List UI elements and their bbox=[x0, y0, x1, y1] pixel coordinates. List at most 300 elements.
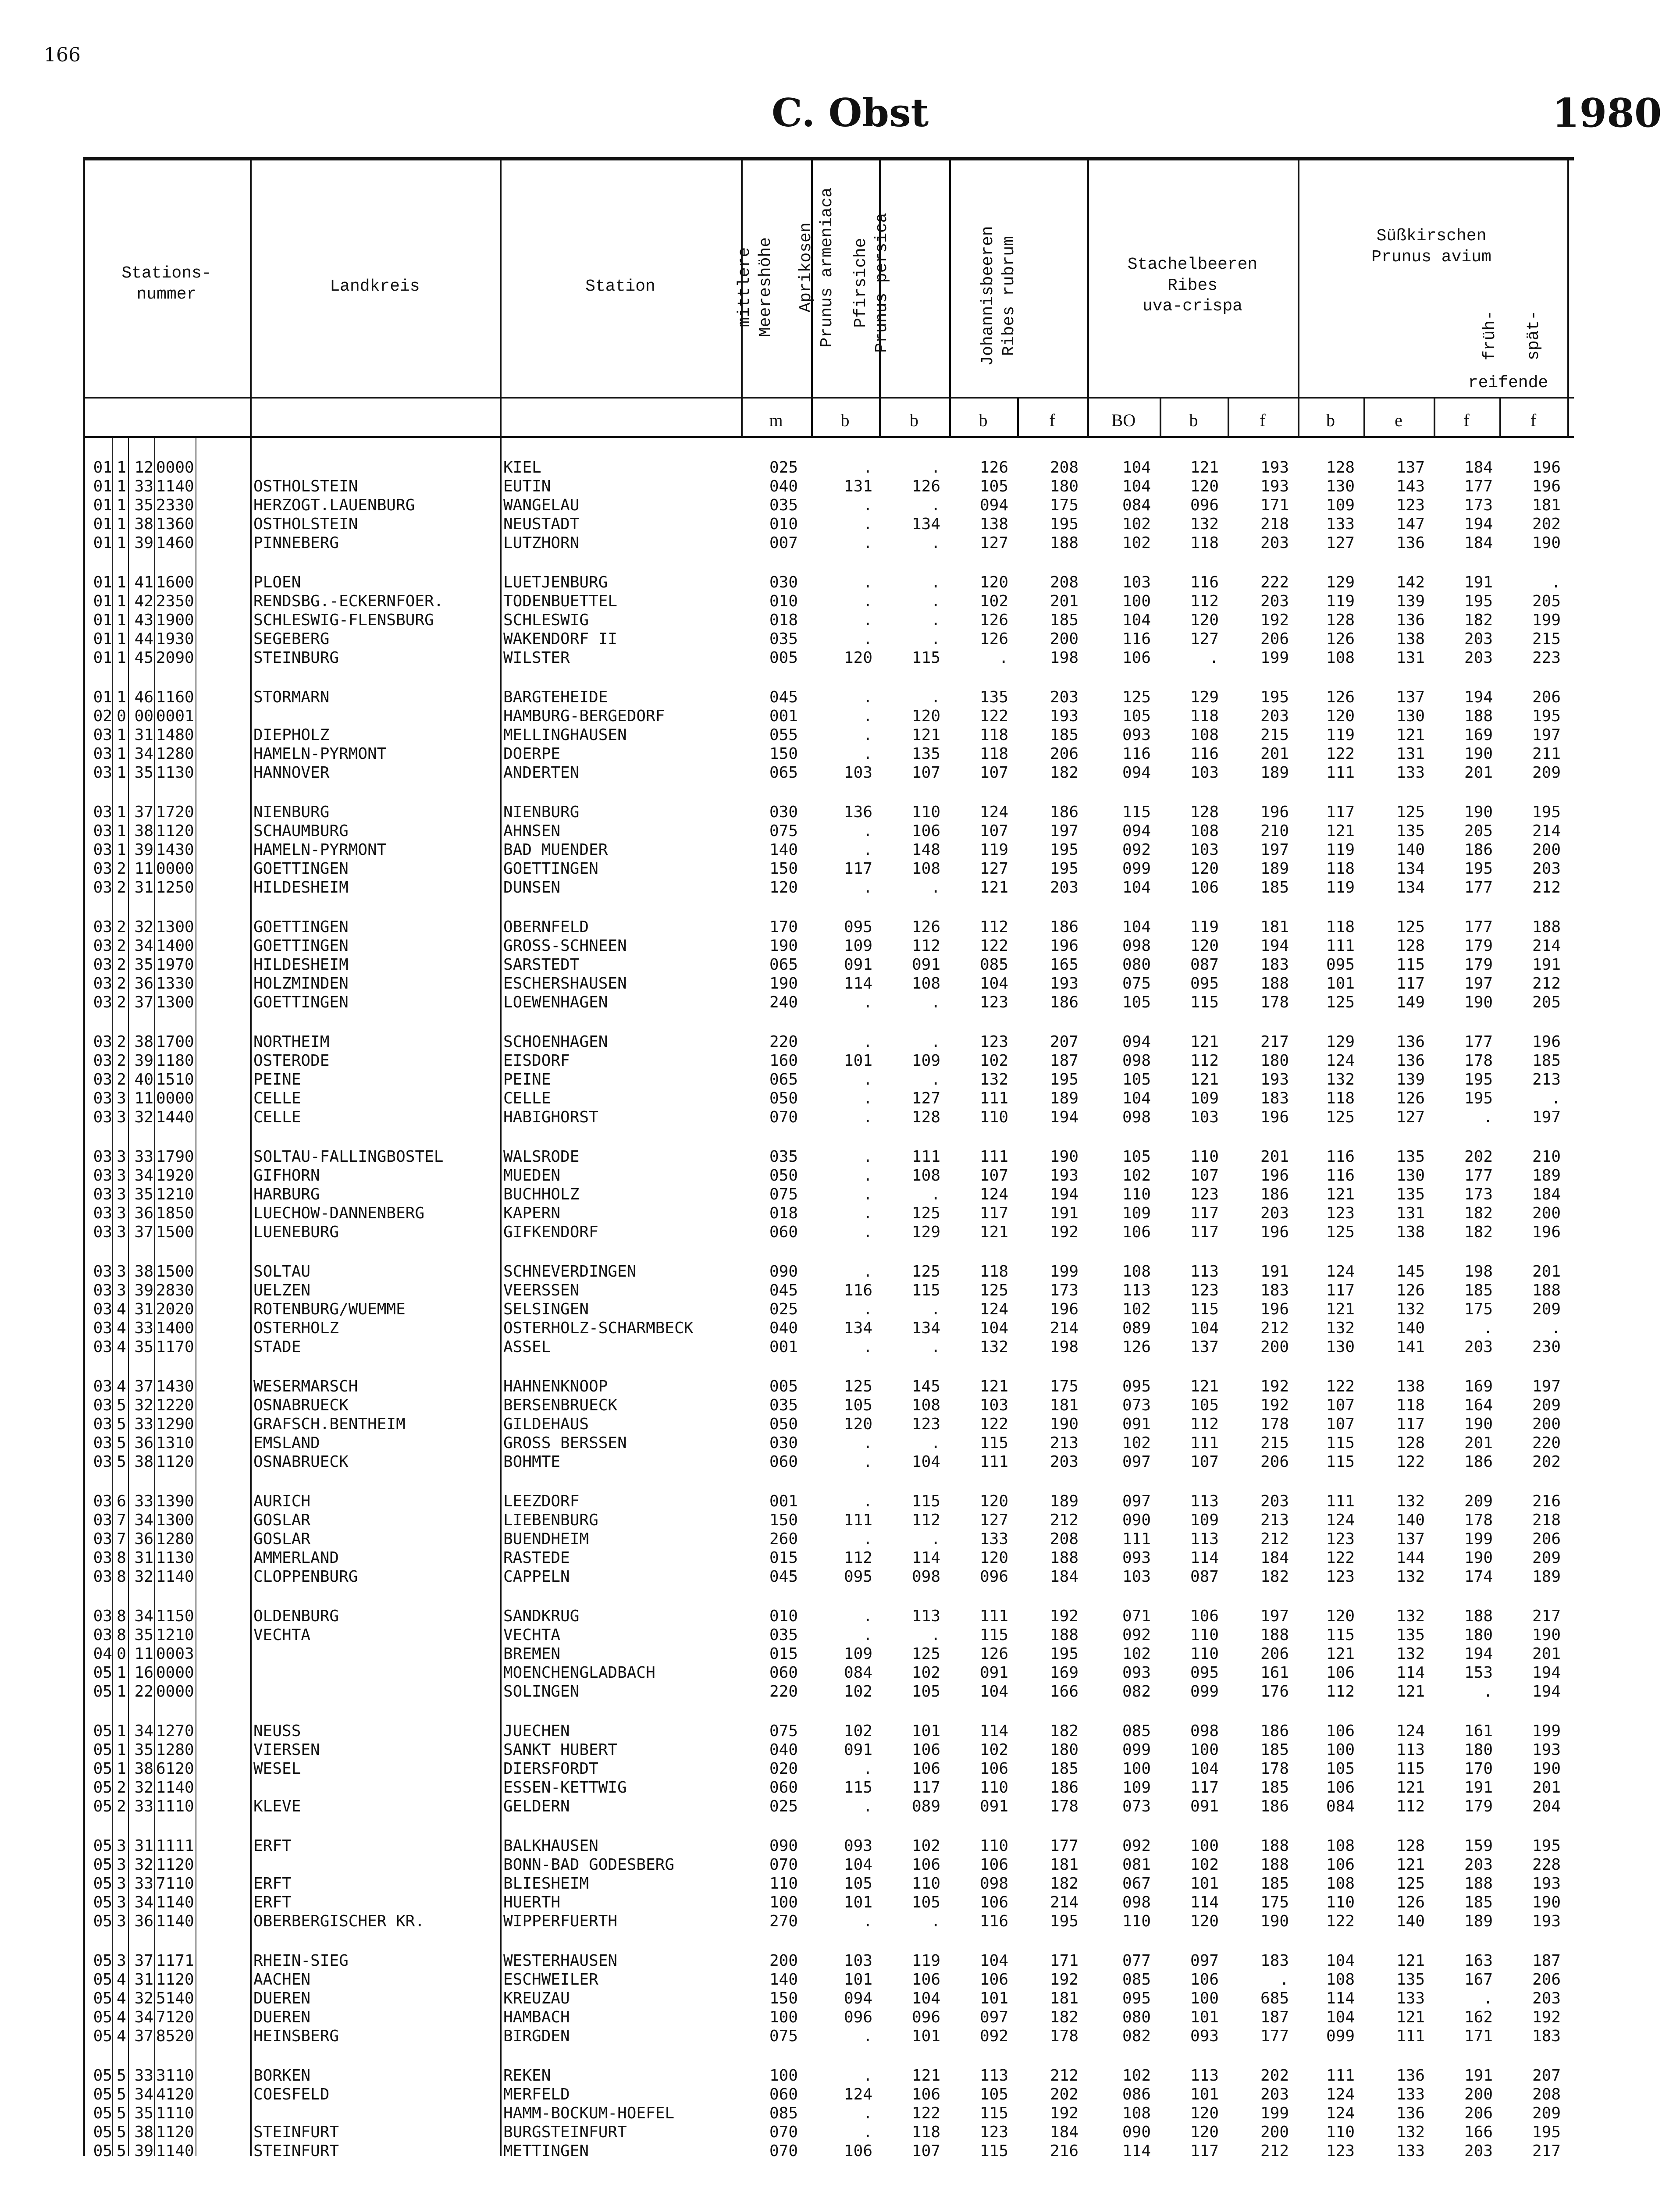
table-cell: 134 bbox=[1396, 879, 1425, 897]
table-row bbox=[79, 1434, 1570, 1452]
table-cell: 33 bbox=[134, 1319, 153, 1337]
table-cell: 094 bbox=[844, 1989, 872, 2007]
table-cell: 0 bbox=[117, 707, 126, 725]
table-cell: 203 bbox=[1260, 2085, 1289, 2103]
table-cell: 134 bbox=[911, 1319, 940, 1337]
table-cell: WAKENDORF II bbox=[503, 630, 618, 648]
table-row bbox=[79, 859, 1570, 878]
table-cell: 126 bbox=[979, 1645, 1008, 1663]
table-cell: 03 bbox=[93, 841, 112, 859]
table-cell: . bbox=[863, 707, 872, 725]
table-row bbox=[79, 1548, 1570, 1567]
table-cell: 228 bbox=[1532, 1856, 1561, 1874]
table-cell: 148 bbox=[911, 841, 940, 859]
table-cell: 195 bbox=[1464, 592, 1493, 610]
table-cell: 192 bbox=[1260, 1396, 1289, 1414]
table-cell: 182 bbox=[1050, 1722, 1078, 1740]
table-cell: 132 bbox=[1326, 1319, 1355, 1337]
unit-cell: b bbox=[979, 410, 988, 430]
table-cell: 03 bbox=[93, 1626, 112, 1644]
table-cell: 214 bbox=[1050, 1319, 1078, 1337]
table-cell: 180 bbox=[1050, 477, 1078, 495]
table-cell: 190 bbox=[1260, 1912, 1289, 1930]
table-cell: 4 bbox=[117, 1300, 126, 1318]
table-cell: 03 bbox=[93, 764, 112, 782]
table-cell: 33 bbox=[134, 1797, 153, 1815]
table-cell: 3 bbox=[117, 1952, 126, 1970]
table-cell: 118 bbox=[1326, 860, 1355, 878]
table-cell: 117 bbox=[911, 1779, 940, 1797]
table-cell: 091 bbox=[911, 956, 940, 974]
table-cell: 190 bbox=[1464, 1549, 1493, 1567]
table-cell: 2 bbox=[117, 1071, 126, 1089]
table-cell: 104 bbox=[1122, 879, 1151, 897]
table-cell: 186 bbox=[1464, 1453, 1493, 1471]
table-cell: 1120 bbox=[156, 1971, 194, 1989]
table-cell: . bbox=[931, 1434, 940, 1452]
table-cell: 112 bbox=[911, 1511, 940, 1529]
table-cell: 206 bbox=[1260, 1453, 1289, 1471]
table-cell: 31 bbox=[134, 1300, 153, 1318]
table-cell: 0000 bbox=[156, 459, 194, 477]
table-cell: 128 bbox=[1396, 1837, 1425, 1855]
header-station: Station bbox=[585, 277, 655, 296]
table-cell: STADE bbox=[253, 1338, 301, 1356]
table-row bbox=[79, 1319, 1570, 1338]
table-cell: 1171 bbox=[156, 1952, 194, 1970]
table-cell: 0000 bbox=[156, 1683, 194, 1701]
table-cell: 181 bbox=[1050, 1396, 1078, 1414]
table-cell: 185 bbox=[1050, 726, 1078, 744]
table-cell: 123 bbox=[1326, 2142, 1355, 2160]
table-cell: NIENBURG bbox=[503, 803, 580, 821]
table-cell: 183 bbox=[1532, 2027, 1561, 2045]
table-cell: 125 bbox=[1396, 1875, 1425, 1893]
table-cell: 197 bbox=[1532, 1377, 1561, 1395]
table-cell: 094 bbox=[1122, 764, 1151, 782]
table-cell: 39 bbox=[134, 534, 153, 552]
table-cell: 121 bbox=[979, 879, 1008, 897]
table-cell: 097 bbox=[1190, 1952, 1219, 1970]
table-cell: 2090 bbox=[156, 649, 194, 667]
table-row bbox=[79, 611, 1570, 630]
table-cell: 126 bbox=[1326, 630, 1355, 648]
table-cell: 094 bbox=[1122, 1033, 1151, 1051]
table-cell: 188 bbox=[1260, 1856, 1289, 1874]
table-cell: NIENBURG bbox=[253, 803, 330, 821]
table-cell: . bbox=[863, 1204, 872, 1222]
table-cell: 001 bbox=[769, 1492, 798, 1510]
table-cell: 075 bbox=[769, 1185, 798, 1203]
table-cell: 4120 bbox=[156, 2085, 194, 2103]
table-cell: 098 bbox=[1190, 1722, 1219, 1740]
table-cell: . bbox=[1209, 649, 1219, 667]
table-row bbox=[79, 2027, 1570, 2046]
table-cell: 102 bbox=[979, 592, 1008, 610]
table-row bbox=[79, 592, 1570, 611]
table-cell: 055 bbox=[769, 726, 798, 744]
table-cell: 015 bbox=[769, 1645, 798, 1663]
table-cell: 203 bbox=[1050, 879, 1078, 897]
table-cell: 33 bbox=[134, 1492, 153, 1510]
table-cell: 1120 bbox=[156, 1856, 194, 1874]
table-cell: 113 bbox=[911, 1607, 940, 1625]
table-cell: 162 bbox=[1464, 2008, 1493, 2026]
table-cell: SCHAUMBURG bbox=[253, 822, 349, 840]
table-cell: 180 bbox=[1260, 1052, 1289, 1070]
table-cell: 194 bbox=[1532, 1683, 1561, 1701]
table-row bbox=[79, 1452, 1570, 1471]
table-cell: 106 bbox=[844, 2142, 872, 2160]
table-cell: 139 bbox=[1396, 1071, 1425, 1089]
table-cell: 1330 bbox=[156, 975, 194, 993]
table-cell: 203 bbox=[1532, 1989, 1561, 2007]
table-cell: 38 bbox=[134, 1033, 153, 1051]
table-cell: 178 bbox=[1464, 1052, 1493, 1070]
table-cell: 113 bbox=[1190, 1530, 1219, 1548]
table-cell: 091 bbox=[1190, 1797, 1219, 1815]
table-row bbox=[79, 822, 1570, 840]
table-cell: 203 bbox=[1464, 649, 1493, 667]
table-cell: 125 bbox=[1326, 993, 1355, 1011]
table-cell: 03 bbox=[93, 1492, 112, 1510]
table-cell: 102 bbox=[1122, 2067, 1151, 2085]
table-row bbox=[79, 515, 1570, 534]
table-cell: 32 bbox=[134, 1856, 153, 1874]
table-cell: 182 bbox=[1464, 1204, 1493, 1222]
table-cell: 1600 bbox=[156, 573, 194, 591]
table-cell: 2830 bbox=[156, 1281, 194, 1299]
table-cell: 41 bbox=[134, 573, 153, 591]
table-cell: 36 bbox=[134, 1204, 153, 1222]
table-cell: 116 bbox=[979, 1912, 1008, 1930]
table-cell: 128 bbox=[1396, 937, 1425, 955]
table-cell: 094 bbox=[979, 496, 1008, 514]
table-cell: 105 bbox=[979, 2085, 1008, 2103]
table-cell: 115 bbox=[911, 1492, 940, 1510]
table-cell: 05 bbox=[93, 1952, 112, 1970]
table-cell: OBERBERGISCHER KR. bbox=[253, 1912, 425, 1930]
table-cell: 178 bbox=[1050, 2027, 1078, 2045]
table-cell: 38 bbox=[134, 1760, 153, 1778]
table-cell: 095 bbox=[844, 918, 872, 936]
table-cell: 104 bbox=[1326, 1952, 1355, 1970]
table-cell: 075 bbox=[769, 2027, 798, 2045]
table-row bbox=[79, 1644, 1570, 1663]
table-cell: 136 bbox=[1396, 1033, 1425, 1051]
table-cell: 103 bbox=[979, 1396, 1008, 1414]
table-cell: RHEIN-SIEG bbox=[253, 1952, 349, 1970]
table-cell: 125 bbox=[911, 1263, 940, 1281]
table-cell: 115 bbox=[979, 2104, 1008, 2122]
table-cell: 106 bbox=[911, 1760, 940, 1778]
table-cell: 05 bbox=[93, 1856, 112, 1874]
table-cell: 02 bbox=[93, 707, 112, 725]
table-cell: 182 bbox=[1050, 1875, 1078, 1893]
table-row bbox=[79, 496, 1570, 515]
table-cell: 025 bbox=[769, 459, 798, 477]
table-cell: 39 bbox=[134, 1052, 153, 1070]
table-cell: 102 bbox=[1122, 1300, 1151, 1318]
table-cell: 32 bbox=[134, 1108, 153, 1126]
table-cell: 4 bbox=[117, 1338, 126, 1356]
table-cell: 1210 bbox=[156, 1626, 194, 1644]
table-cell: NEUSS bbox=[253, 1722, 301, 1740]
table-cell: 0000 bbox=[156, 860, 194, 878]
table-cell: 117 bbox=[1190, 1204, 1219, 1222]
table-cell: 098 bbox=[1122, 1893, 1151, 1911]
table-cell: 122 bbox=[911, 2104, 940, 2122]
table-cell: STEINBURG bbox=[253, 649, 339, 667]
table-cell: 1480 bbox=[156, 726, 194, 744]
table-cell: 108 bbox=[911, 975, 940, 993]
table-cell: ROTENBURG/WUEMME bbox=[253, 1300, 406, 1318]
table-cell: 102 bbox=[911, 1664, 940, 1682]
table-cell: 39 bbox=[134, 1281, 153, 1299]
table-cell: 077 bbox=[1122, 1952, 1151, 1970]
table-cell: . bbox=[863, 2123, 872, 2141]
table-cell: 121 bbox=[1326, 1645, 1355, 1663]
table-cell: HEINSBERG bbox=[253, 2027, 339, 2045]
table-cell: 1 bbox=[117, 611, 126, 629]
table-cell: 124 bbox=[1326, 1511, 1355, 1529]
table-cell: 05 bbox=[93, 2085, 112, 2103]
table-row bbox=[79, 1567, 1570, 1586]
table-cell: 194 bbox=[1050, 1185, 1078, 1203]
table-cell: 1 bbox=[117, 764, 126, 782]
table-cell: 140 bbox=[769, 841, 798, 859]
table-cell: BORKEN bbox=[253, 2067, 311, 2085]
table-cell: 045 bbox=[769, 688, 798, 706]
table-cell: 093 bbox=[844, 1837, 872, 1855]
table-cell: 182 bbox=[1260, 1568, 1289, 1586]
table-cell: 190 bbox=[1532, 1893, 1561, 1911]
table-cell: 3 bbox=[117, 1263, 126, 1281]
table-cell: 106 bbox=[911, 1741, 940, 1759]
table-cell: 120 bbox=[1326, 707, 1355, 725]
table-cell: 169 bbox=[1050, 1664, 1078, 1682]
table-cell: WESERMARSCH bbox=[253, 1377, 358, 1395]
table-cell: 135 bbox=[979, 688, 1008, 706]
table-cell: HABIGHORST bbox=[503, 1108, 598, 1126]
table-cell: . bbox=[863, 822, 872, 840]
table-cell: WANGELAU bbox=[503, 496, 580, 514]
table-cell: 070 bbox=[769, 1856, 798, 1874]
table-cell: 37 bbox=[134, 2027, 153, 2045]
table-row bbox=[79, 2008, 1570, 2027]
table-cell: BLIESHEIM bbox=[503, 1875, 589, 1893]
table-cell: ASSEL bbox=[503, 1338, 551, 1356]
table-cell: 123 bbox=[1396, 496, 1425, 514]
table-cell: 133 bbox=[1326, 515, 1355, 533]
table-cell: 05 bbox=[93, 2027, 112, 2045]
table-cell: 205 bbox=[1532, 592, 1561, 610]
table-cell: 195 bbox=[1532, 1837, 1561, 1855]
table-cell: 132 bbox=[1396, 2123, 1425, 2141]
table-cell: 035 bbox=[769, 1148, 798, 1166]
table-cell: 184 bbox=[1260, 1549, 1289, 1567]
table-cell: 121 bbox=[1326, 822, 1355, 840]
table-cell: 140 bbox=[1396, 1912, 1425, 1930]
table-cell: DUNSEN bbox=[503, 879, 561, 897]
table-cell: 082 bbox=[1122, 1683, 1151, 1701]
table-cell: 124 bbox=[1326, 2085, 1355, 2103]
table-cell: 103 bbox=[844, 1952, 872, 1970]
table-cell: 3 bbox=[117, 1912, 126, 1930]
table-cell: 185 bbox=[1260, 879, 1289, 897]
table-cell: GOETTINGEN bbox=[253, 937, 349, 955]
table-cell: 103 bbox=[1122, 1568, 1151, 1586]
table-cell: 108 bbox=[1326, 1971, 1355, 1989]
table-cell: 110 bbox=[769, 1875, 798, 1893]
table-cell: 138 bbox=[1396, 1377, 1425, 1395]
table-cell: OSTHOLSTEIN bbox=[253, 477, 358, 495]
table-cell: 177 bbox=[1464, 1167, 1493, 1185]
table-row bbox=[79, 1281, 1570, 1300]
table-cell: 120 bbox=[979, 1492, 1008, 1510]
table-cell: 180 bbox=[1050, 1741, 1078, 1759]
table-cell: 100 bbox=[1190, 1837, 1219, 1855]
table-cell: 186 bbox=[1050, 803, 1078, 821]
table-cell: 179 bbox=[1464, 956, 1493, 974]
table-cell: 133 bbox=[1396, 2142, 1425, 2160]
table-cell: 135 bbox=[911, 745, 940, 763]
table-cell: 222 bbox=[1260, 573, 1289, 591]
table-cell: 185 bbox=[1464, 1281, 1493, 1299]
table-cell: 132 bbox=[1396, 1300, 1425, 1318]
table-cell: 025 bbox=[769, 1797, 798, 1815]
table-cell: 117 bbox=[979, 1204, 1008, 1222]
table-cell: 104 bbox=[1190, 1760, 1219, 1778]
table-cell: 1360 bbox=[156, 515, 194, 533]
table-cell: 35 bbox=[134, 1338, 153, 1356]
table-cell: 185 bbox=[1260, 1875, 1289, 1893]
table-cell: 188 bbox=[1464, 707, 1493, 725]
table-cell: 115 bbox=[911, 649, 940, 667]
table-cell: 107 bbox=[911, 2142, 940, 2160]
table-cell: 2 bbox=[117, 975, 126, 993]
table-cell: 103 bbox=[844, 764, 872, 782]
table-cell: SOLINGEN bbox=[503, 1683, 580, 1701]
table-cell: 197 bbox=[1260, 841, 1289, 859]
table-cell: 123 bbox=[911, 1415, 940, 1433]
table-cell: 129 bbox=[911, 1223, 940, 1241]
table-cell: 1700 bbox=[156, 1033, 194, 1051]
table-cell: RENDSBG.-ECKERNFOER. bbox=[253, 592, 444, 610]
table-cell: 186 bbox=[1464, 841, 1493, 859]
table-cell: 11 bbox=[134, 860, 153, 878]
table-cell: 169 bbox=[1464, 726, 1493, 744]
table-cell: 094 bbox=[1122, 822, 1151, 840]
table-cell: 260 bbox=[769, 1530, 798, 1548]
table-cell: 010 bbox=[769, 1607, 798, 1625]
table-cell: LUTZHORN bbox=[503, 534, 580, 552]
table-cell: 217 bbox=[1532, 2142, 1561, 2160]
table-cell: 120 bbox=[769, 879, 798, 897]
table-cell: 018 bbox=[769, 611, 798, 629]
table-cell: 171 bbox=[1260, 496, 1289, 514]
table-cell: 121 bbox=[1190, 1377, 1219, 1395]
table-cell: 03 bbox=[93, 1185, 112, 1203]
table-cell: 230 bbox=[1532, 1338, 1561, 1356]
table-cell: 3 bbox=[117, 1223, 126, 1241]
table-cell: 030 bbox=[769, 1434, 798, 1452]
table-cell: HAMELN-PYRMONT bbox=[253, 745, 387, 763]
table-cell: . bbox=[863, 1607, 872, 1625]
table-cell: 090 bbox=[769, 1837, 798, 1855]
table-cell: 216 bbox=[1050, 2142, 1078, 2160]
table-cell: 34 bbox=[134, 745, 153, 763]
table-cell: 8520 bbox=[156, 2027, 194, 2045]
table-cell: 200 bbox=[1260, 2123, 1289, 2141]
table-cell: 105 bbox=[1122, 707, 1151, 725]
table-row bbox=[79, 707, 1570, 726]
table-cell: 37 bbox=[134, 993, 153, 1011]
table-cell: AHNSEN bbox=[503, 822, 561, 840]
table-cell: 03 bbox=[93, 1108, 112, 1126]
table-cell: 1 bbox=[117, 1722, 126, 1740]
table-cell: 104 bbox=[1122, 459, 1151, 477]
table-cell: 117 bbox=[1190, 2142, 1219, 2160]
table-cell: 685 bbox=[1260, 1989, 1289, 2007]
table-cell: 03 bbox=[93, 1549, 112, 1567]
table-cell: 115 bbox=[979, 2142, 1008, 2160]
table-cell: GOSLAR bbox=[253, 1530, 311, 1548]
table-cell: 075 bbox=[769, 1722, 798, 1740]
table-cell: 3 bbox=[117, 1856, 126, 1874]
table-cell: . bbox=[1551, 1089, 1561, 1107]
table-cell: 097 bbox=[1122, 1453, 1151, 1471]
table-cell: 4 bbox=[117, 1319, 126, 1337]
table-cell: 115 bbox=[911, 1281, 940, 1299]
table-cell: 127 bbox=[911, 1089, 940, 1107]
table-cell: 105 bbox=[844, 1875, 872, 1893]
table-cell: 206 bbox=[1532, 1971, 1561, 1989]
table-cell: 1120 bbox=[156, 822, 194, 840]
table-cell: SELSINGEN bbox=[503, 1300, 589, 1318]
table-cell: 104 bbox=[979, 1683, 1008, 1701]
table-cell: 122 bbox=[979, 937, 1008, 955]
table-cell: 1280 bbox=[156, 1530, 194, 1548]
table-cell: 7110 bbox=[156, 1875, 194, 1893]
table-cell: 123 bbox=[1326, 1568, 1355, 1586]
table-cell: 184 bbox=[1050, 2123, 1078, 2141]
table-cell: . bbox=[931, 879, 940, 897]
table-cell: 114 bbox=[911, 1549, 940, 1567]
table-cell: 2 bbox=[117, 1052, 126, 1070]
table-cell: 134 bbox=[844, 1319, 872, 1337]
table-cell: 38 bbox=[134, 822, 153, 840]
table-cell: 37 bbox=[134, 803, 153, 821]
table-cell: 102 bbox=[1122, 534, 1151, 552]
table-cell: 085 bbox=[769, 2104, 798, 2122]
table-row bbox=[79, 1108, 1570, 1127]
table-cell: 102 bbox=[979, 1052, 1008, 1070]
table-cell: 015 bbox=[769, 1549, 798, 1567]
table-cell: 101 bbox=[1190, 2008, 1219, 2026]
table-cell: 35 bbox=[134, 1626, 153, 1644]
table-cell: 106 bbox=[1326, 1856, 1355, 1874]
table-cell: 1440 bbox=[156, 1108, 194, 1126]
table-cell: . bbox=[863, 1912, 872, 1930]
table-cell: . bbox=[931, 1300, 940, 1318]
table-cell: 121 bbox=[1190, 1033, 1219, 1051]
table-cell: 114 bbox=[1122, 2142, 1151, 2160]
table-cell: 124 bbox=[979, 1300, 1008, 1318]
table-cell: 102 bbox=[911, 1837, 940, 1855]
table-cell: 132 bbox=[1396, 1492, 1425, 1510]
table-cell: 095 bbox=[844, 1568, 872, 1586]
